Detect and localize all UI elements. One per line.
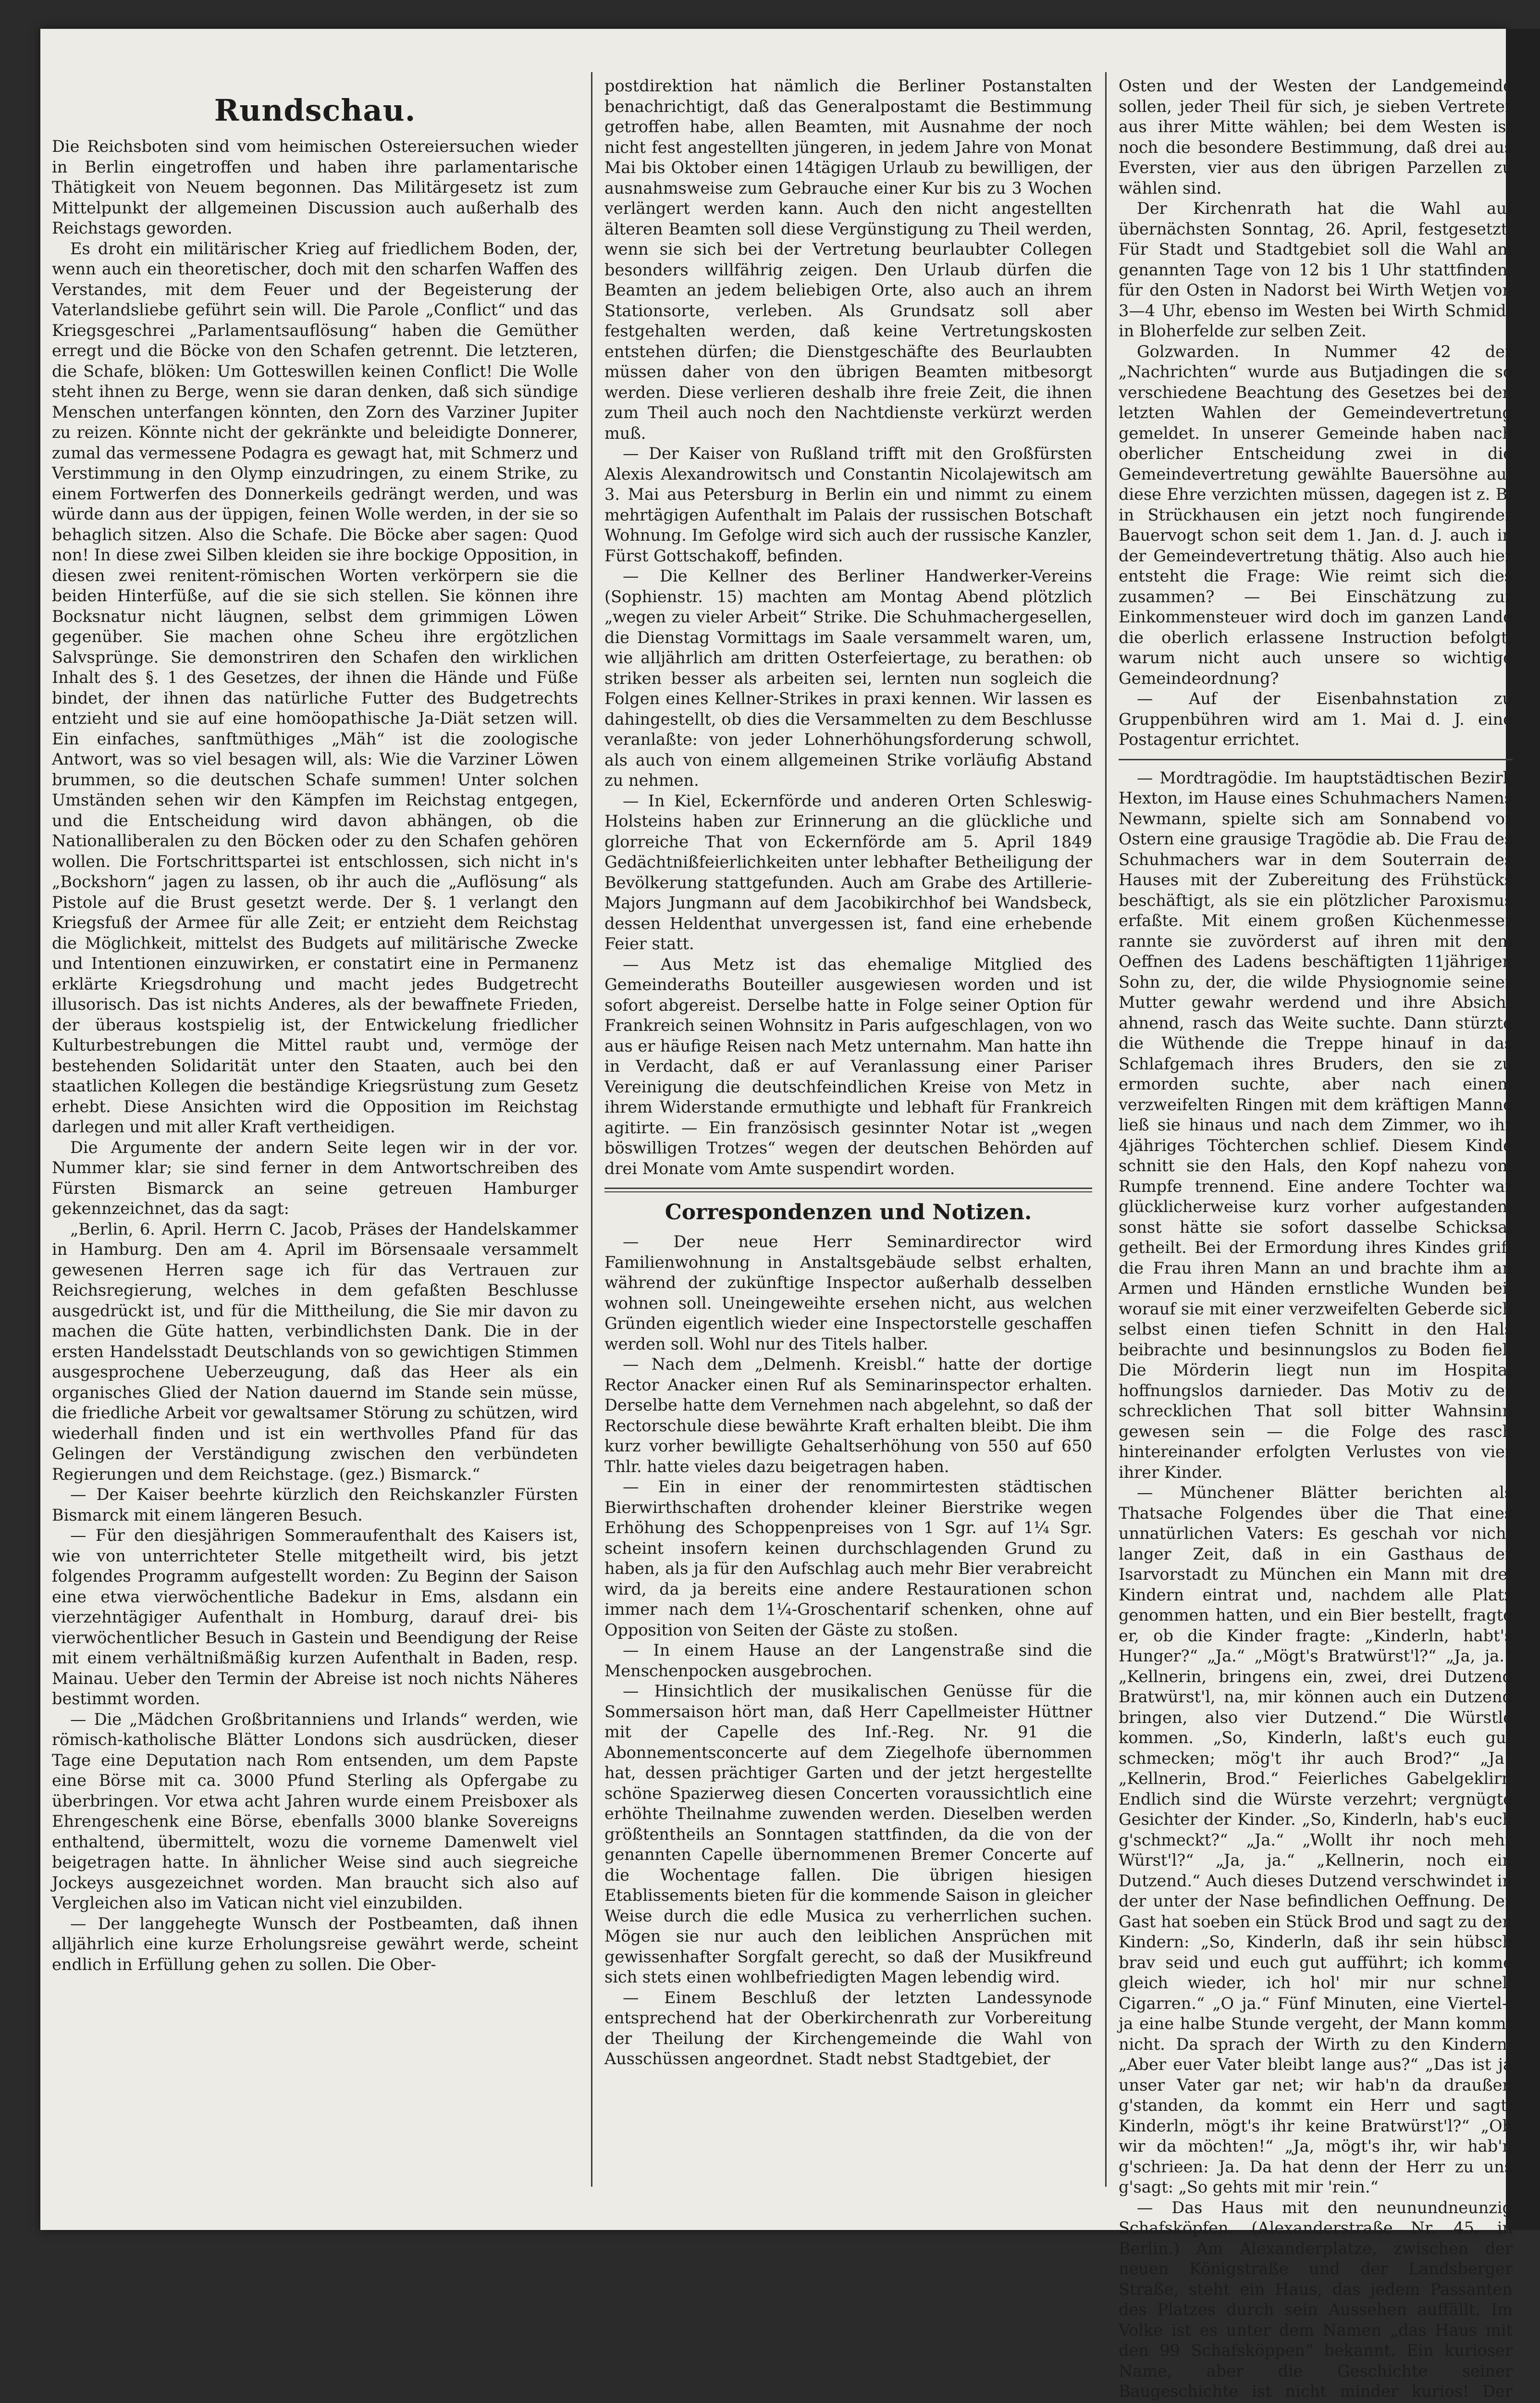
paragraph: „Berlin, 6. April. Herrn C. Jacob, Präses der Handelskammer in Hamburg. Den am 4. April im Börsensaale versammelt gewesenen Herren sage ich für das Vertrauen zur Reichsregierung, welches in dem gefaßten Beschlusse ausgedrückt ist, und für die Mittheilung, die Sie mir davon zu machen die Güte hatten, verbindlichsten Dank. Die in der ersten Handelsstadt Deutschlands von so gewichtigen Stimmen ausgesprochene Ueberzeugung, daß das Heer als ein organisches Glied der Nation dauernd im Stande sein müsse, die friedliche Arbeit vor gewaltsamer Störung zu schützen, wird wiederhall finden und ist ein werthvolles Pfand für das Gelingen der Verständigung zwischen den verbündeten Regierungen und dem Reichstage. (gez.) Bismarck.“ — [52, 1219, 578, 1485]
paragraph: Die Reichsboten sind vom heimischen Ostereiersuchen wieder in Berlin eingetroffen und haben ihre parlamentarische Thätigkeit von Neuem begonnen. Das Militärgesetz ist zum Mittelpunkt der allgemeinen Discussion auch außerhalb des Reichstags geworden. — [52, 136, 578, 239]
paragraph: — Mordtragödie. Im hauptstädtischen Bezirk Hexton, im Hause eines Schuhmachers Namens Newmann, spielte sich am Sonnabend vor Ostern eine grausige Tragödie ab. Die Frau des Schuhmachers war in dem Souterrain des Hauses mit der Zubereitung des Frühstücks beschäftigt, als sie ein plötzlicher Paroxismus erfaßte. Mit einem großen Küchenmesser rannte sie zuvörderst auf ihren mit dem Oeffnen des Ladens beschäftigten 11jährigen Sohn zu, der, die wilde Physiognomie seiner Mutter gewahr werdend und ihre Absicht ahnend, rasch das Weite suchte. Dann stürzte die Wüthende die Treppe hinauf in das Schlafgemach ihres Bruders, den sie zu ermorden suchte, aber nach einem verzweifelten Ringen mit dem kräftigen Manne ließ sie hinaus und nach dem Zimmer, wo ihr 4jähriges Töchterchen schlief. Diesem Kinde schnitt sie den Hals, den Kopf nahezu vom Rumpfe trennend. Eine andere Tochter war glücklicherweise kurz vorher aufgestanden, sonst hätte sie sofort dasselbe Schicksal getheilt. Bei der Ermordung ihres Kindes griff die Frau ihren Mann an und brachte ihm an Armen und Händen ernstliche Wunden bei, worauf sie mit einer verzweifelten Geberde sich selbst einen tiefen Schnitt in den Hals beibrachte und besinnungslos zu Boden fiel. Die Mörderin liegt nun im Hospital hoffnungslos darnieder. Das Motiv zu der schrecklichen That soll bitter Wahnsinn gewesen sein — die Folge des rasch hintereinander erfolgten Verlustes von vier ihrer Kinder. — [1119, 768, 1513, 1483]
paragraph: — Das Haus mit den neunundneunzig Schafsköpfen. (Alexanderstraße Nr. 45. in Berlin.) Am Alexanderplatze, zwischen der neuen Königstraße und der Landsberger Straße, steht ein Haus, das jedem Passanten des Platzes durch sein Aussehen auffällt. Im Volke ist es unter dem Namen „das Haus mit den 99 Schafsköppen“ bekannt. Ein kurioser Name, aber die Geschichte seiner Baugeschichte ist nicht minder kurios! Der — [1119, 2198, 1513, 2403]
paragraph: — Der langgehegte Wunsch der Postbeamten, daß ihnen alljährlich eine kurze Erholungsreise gewährt werde, scheint endlich in Erfüllung gehen zu sollen. Die Ober- — [52, 1914, 578, 1975]
paragraph: — Der Kaiser von Rußland trifft mit den Großfürsten Alexis Alexandrowitsch und Constantin Nicolajewitsch am 3. Mai aus Petersburg in Berlin ein und nimmt zu einem mehrtägigen Aufenthalt im Palais der russischen Botschaft Wohnung. Im Gefolge wird sich auch der russische Kanzler, Fürst Gottschakoff, befinden. — [604, 444, 1092, 566]
paragraph: — In einem Hause an der Langenstraße sind die Menschenpocken ausgebrochen. — [604, 1640, 1092, 1681]
paragraph: — Auf der Eisenbahnstation zu Gruppenbühren wird am 1. Mai d. J. eine Postagentur errichtet. — [1119, 689, 1513, 750]
paragraph: postdirektion hat nämlich die Berliner Postanstalten benachrichtigt, daß das Generalpostamt die Bestimmung getroffen habe, allen Beamten, mit Ausnahme der noch nicht fest angestellten jüngeren, in jedem Jahre von Monat Mai bis Oktober einen 14tägigen Urlaub zu bewilligen, der ausnahmsweise zum Gebrauche einer Kur bis zu 3 Wochen verlängert werden kann. Auch den nicht angestellten älteren Beamten soll diese Vergünstigung zu Theil werden, wenn sie sich bei der Vertretung beurlaubter Collegen besonders willfährig zeigen. Den Urlaub dürfen die Beamten an jedem beliebigen Orte, also auch an ihrem Stationsorte, verleben. Als Grundsatz soll aber festgehalten werden, daß keine Vertretungskosten entstehen dürfen; die Dienstgeschäfte des Beurlaubten müssen daher von den übrigen Beamten mitbesorgt werden. Diese verlieren deshalb ihre freie Zeit, die ihnen zum Theil auch noch den Nachtdienste verkürzt werden muß. — [604, 76, 1092, 444]
paragraph: — Der neue Herr Seminardirector wird Familienwohnung in Anstaltsgebäude selbst erhalten, während der zukünftige Inspector außerhalb desselben wohnen soll. Uneingeweihte ersehen nicht, aus welchen Gründen eigentlich wieder eine Inspectorstelle geschaffen werden soll. Wohl nur des Titels halber. — [604, 1232, 1092, 1354]
section-title-correspondenzen: Correspondenzen und Notizen. — [604, 1198, 1092, 1227]
column-rule — [591, 72, 592, 2187]
paragraph: — In Kiel, Eckernförde und anderen Orten Schleswig-Holsteins haben zur Erinnerung an die glückliche und glorreiche That von Eckernförde am 5. April 1849 Gedächtnißfeierlichkeiten unter lebhafter Betheiligung der Bevölkerung stattgefunden. Auch am Grabe des Artillerie-Majors Jungmann auf dem Jacobikirchhof bei Wandsbeck, dessen Heldenthat unvergessen ist, fand eine erhebende Feier statt. — [604, 791, 1092, 954]
paragraph: Es droht ein militärischer Krieg auf friedlichem Boden, der, wenn auch ein theoretischer, doch mit den scharfen Waffen des Verstandes, mit dem Feuer und der Begeisterung der Vaterlandsliebe geführt sein will. Die Parole „Conflict“ und das Kriegsgeschrei „Parlamentsauflösung“ haben die Gemüther erregt und die Böcke von den Schafen getrennt. Die letzteren, die Schafe, blöken: Um Gotteswillen keinen Conflict! Die Wolle steht ihnen zu Berge, wenn sie daran denken, daß sich sündige Menschen unterfangen könnten, den Zorn des Varziner Jupiter zu reizen. Könnte nicht der gekränkte und beleidigte Donnerer, zumal das vermessene Podagra es gewagt hat, mit Schmerz und Verstimmung in den Olymp einzudringen, zu einem Strike, zu einem Fortwerfen des Donnerkeils gedrängt werden, und was würde dann aus der üppigen, feinen Wolle werden, in der sie so behaglich sitzen. Also die Schafe. Die Böcke aber sagen: Quod non! In diese zwei Silben kleiden sie ihre bockige Opposition, in diesen zwei renitent-römischen Worten verkörpern sie die beiden Hinterfüße, auf die sie sich stellen. Sie können ihre Bocksnatur nicht läugnen, selbst dem grimmigen Löwen gegenüber. Sie machen ohne Scheu ihre ergötzlichen Salvsprünge. Sie demonstriren den Schafen den wirklichen Inhalt des §. 1 des Gesetzes, der ihnen die Hände und Füße bindet, der ihnen das natürliche Futter des Budgetrechts entzieht und sie auf eine homöopathische Ja-Diät setzen will. Ein einfaches, sanftmüthiges „Mäh“ ist die zoologische Antwort, was so viel besagen will, als: Wie die Varziner Löwen brummen, so die deutschen Schafe summen! Unter solchen Umständen sehen wir den Kämpfen im Reichstag entgegen, und die Entscheidung wird davon abhängen, ob die Nationalliberalen zu den Böcken oder zu den Schafen gehören wollen. Die Fortschrittspartei ist entschlossen, sich nicht in's „Bockshorn“ jagen zu lassen, ob ihr auch die „Auflösung“ als Pistole auf die Brust gesetzt werde. Der §. 1 verlangt den Kriegsfuß der Armee für alle Zeit; er entzieht dem Reichstag die Möglichkeit, mittelst des Budgets auf militärische Zwecke und Intentionen einzuwirken, er constatirt eine in Permanenz erklärte Kriegsdrohung und macht jedes Budgetrecht illusorisch. Das ist nichts Anderes, als der bewaffnete Frieden, der überaus kostspielig ist, der Entwickelung friedlicher Kulturbestrebungen die Mittel raubt und, vermöge der bestehenden Solidarität unter den Staaten, auch bei den staatlichen Kollegen die beständige Kriegsrüstung zum Gesetz erhebt. Diese Ansichten wird die Opposition im Reichstag darlegen und mit aller Kraft vertheidigen. — [52, 239, 578, 1138]
paragraph: Die Argumente der andern Seite legen wir in der vor. Nummer klar; sie sind ferner in dem Antwortschreiben des Fürsten Bismarck an seine getreuen Hamburger gekennzeichnet, das da sagt: — [52, 1138, 578, 1219]
column-1 — [52, 72, 578, 2187]
column-2 — [604, 72, 1092, 2187]
section-divider — [1119, 759, 1513, 760]
column-3 — [1119, 72, 1513, 2187]
paragraph: — Die „Mädchen Großbritanniens und Irlands“ werden, wie römisch-katholische Blätter Londons sich ausdrücken, dieser Tage eine Deputation nach Rom entsenden, um dem Papste eine Börse mit ca. 3000 Pfund Sterling als Opfergabe zu überbringen. Vor etwa acht Jahren wurde einem Preisboxer als Ehrengeschenk eine Börse, ebenfalls 3000 blanke Sovereigns enthaltend, übermittelt, wozu die vorneme Damenwelt viel beigetragen hatte. In ähnlicher Weise sind auch siegreiche Jockeys ausgezeichnet worden. Man braucht sich also auf Vergleichen also im Vatican nicht viel einzubilden. — [52, 1709, 578, 1914]
paragraph: — Münchener Blätter berichten als Thatsache Folgendes über die That eines unnatürlichen Vaters: Es geschah vor nicht langer Zeit, daß in ein Gasthaus der Isarvorstadt zu München ein Mann mit drei Kindern eintrat und, nachdem alle Platz genommen hatten, und ein Bier bestellt, fragte er, ob die Kinder fragte: „Kinderln, habt's Hunger?“ „Ja.“ „Mögt's Bratwürst'l?“ „Ja, ja.“ „Kellnerin, bringens ein, zwei, drei Dutzend Bratwürst'l, na, mir können auch ein Dutzend bringen, also vier Dutzend.“ Die Würstle kommen. „So, Kinderln, laßt's euch gut schmecken; mög't ihr auch Brod?“ „Ja“ „Kellnerin, Brod.“ Feierliches Gabelgeklirr. Endlich sind die Würste verzehrt; vergnügte Gesichter der Kinder. „So, Kinderln, hab's euch g'schmeckt?“ „Ja.“ „Wollt ihr noch mehr Würst'l?“ „Ja, ja.“ „Kellnerin, noch ein Dutzend.“ Auch dieses Dutzend verschwindet in der unter der Nase befindlichen Oeffnung. Der Gast hat soeben ein Stück Brod und sagt zu den Kindern: „So, Kinderln, daß ihr sein hübsch brav seid und euch gut aufführt; ich komme gleich wieder, ich hol' mir nur schnell Cigarren.“ „O ja.“ Fünf Minuten, eine Viertel-, ja eine halbe Stunde vergeht, der Mann kommt nicht. Da sprach der Wirth zu den Kindern: „Aber euer Vater bleibt lange aus?“ „Das ist ja unser Vater gar net; wir hab'n da draußen g'standen, da kommt ein Herr und sagt: Kinderln, mögt's ihr keine Bratwürst'l?“ „Ob wir da möchten!“ „Ja, mögt's ihr, wir hab'n g'schrieen: Ja. Da hat denn der Herr zu uns g'sagt: „So gehts mit mir 'rein.“ — [1119, 1483, 1513, 2198]
paragraph: — Einem Beschluß der letzten Landessynode entsprechend hat der Oberkirchenrath zur Vorbereitung der Theilung der Kirchengemeinde die Wahl von Ausschüssen angeordnet. Stadt nebst Stadtgebiet, der — [604, 1988, 1092, 2069]
paragraph: — Aus Metz ist das ehemalige Mitglied des Gemeinderaths Bouteiller ausgewiesen worden und ist sofort abgereist. Derselbe hatte in Folge seiner Option für Frankreich seinen Wohnsitz in Paris aufgeschlagen, von wo aus er häufige Reisen nach Metz unternahm. Man hatte ihn in Verdacht, daß er auf Veranlassung einer Pariser Vereinigung die deutschfeindlichen Kreise von Metz in ihrem Widerstande ermuthigte und lebhaft für Frankreich agitirte. — Ein französisch gesinnter Notar ist „wegen böswilligen Trotzes“ wegen der deutschen Behörden auf drei Monate vom Amte suspendirt worden. — [604, 954, 1092, 1179]
column-rule — [1105, 72, 1107, 2187]
paragraph: — Für den diesjährigen Sommeraufenthalt des Kaisers ist, wie von unterrichteter Stelle mitgetheilt wird, bis jetzt folgendes Programm aufgestellt worden: Zu Beginn der Saison eine etwa vierwöchentliche Badekur in Ems, alsdann ein vierzehntägiger Aufenthalt in Homburg, darauf drei- bis vierwöchentlicher Besuch in Gastein und Beendigung der Reise mit einem verhältnißmäßig kurzen Aufenthalt in Baden, resp. Mainau. Ueber den Termin der Abreise ist noch nichts Näheres bestimmt worden. — [52, 1525, 578, 1709]
newspaper-columns — [52, 72, 1465, 2187]
paragraph: Osten und der Westen der Landgemeinde sollen, jeder Theil für sich, je sieben Vertreter aus ihrer Mitte wählen; bei dem Westen ist noch die besondere Bestimmung, daß drei aus Eversten, vier aus den übrigen Parzellen zu wählen sind. — [1119, 76, 1513, 198]
paragraph: — Hinsichtlich der musikalischen Genüsse für die Sommersaison hört man, daß Herr Capellmeister Hüttner mit der Capelle des Inf.-Reg. Nr. 91 die Abonnementsconcerte auf dem Ziegelhofe übernommen hat, dessen prächtiger Garten und der jetzt hergestellte schöne Spazierweg diesen Concerten voraussichtlich eine erhöhte Theilnahme zuwenden werden. Dieselben werden größtentheils an Sonntagen stattfinden, da die von der genannten Capelle übernommenen Bremer Concerte auf die Wochentage fallen. Die übrigen hiesigen Etablissements bieten für die kommende Saison in gleicher Weise durch die edle Musica zu verherrlichen suchen. Mögen sie nur auch den leiblichen Ansprüchen mit gewissenhafter Sorgfalt gerecht, so daß der Musikfreund sich stets einen wohlbefriedigten Magen lebendig wird. — [604, 1681, 1092, 1988]
paragraph: — Ein in einer der renommirtesten städtischen Bierwirthschaften drohender kleiner Bierstrike wegen Erhöhung des Schoppenpreises von 1 Sgr. auf 1¼ Sgr. scheint insofern keinen durchschlagenden Grund zu haben, als ja für den Aufschlag auch mehr Bier verabreicht wird, da ja bereits eine andere Restaurationen schon immer nach dem 1¼-Groschentarif schenken, ohne auf Opposition von Seiten der Gäste zu stoßen. — [604, 1477, 1092, 1640]
paragraph: — Der Kaiser beehrte kürzlich den Reichskanzler Fürsten Bismarck mit einem längeren Besuch. — [52, 1485, 578, 1525]
paragraph: — Nach dem „Delmenh. Kreisbl.“ hatte der dortige Rector Anacker einen Ruf als Seminarinspector erhalten. Derselbe hatte dem Vernehmen nach abgelehnt, so daß der Rectorschule diese bewährte Kraft erhalten bleibt. Die ihm kurz vorher bewilligte Gehaltserhöhung von 550 auf 650 Thlr. hatte vieles dazu beigetragen haben. — [604, 1354, 1092, 1477]
paragraph: — Die Kellner des Berliner Handwerker-Vereins (Sophienstr. 15) machten am Montag Abend plötzlich „wegen zu vieler Arbeit“ Strike. Die Schuhmachergesellen, die Dienstag Vormittags im Saale versammelt waren, um, wie alljährlich am dritten Osterfeiertage, zu berathen: ob striken besser als arbeiten sei, lernten nun sogleich die Folgen eines Kellner-Strikes in praxi kennen. Wir lassen es dahingestellt, ob dies die Versammelten zu dem Beschlusse veranlaßte: von jeder Lohnerhöhungsforderung schwoll, als auch von einem allgemeinen Strike vorläufig Abstand zu nehmen. — [604, 566, 1092, 791]
paragraph: Golzwarden. In Nummer 42 der „Nachrichten“ wurde aus Butjadingen die so verschiedene Beachtung des Gesetzes bei den letzten Wahlen der Gemeindevertretung gemeldet. In unserer Gemeinde haben nach oberlicher Entscheidung zwei in die Gemeindevertretung gewählte Bauersöhne auf diese Ehre verzichten müssen, dagegen ist z. B. in Strückhausen ein jetzt noch fungirender Bauervogt schon seit dem 1. Jan. d. J. auch in der Gemeindevertretung thätig. Also auch hier entsteht die Frage: Wie reimt sich dies zusammen? — Bei Einschätzung zur Einkommensteuer wird doch im ganzen Lande die oberlich erlassene Instruction befolgt, warum nicht auch unsere so wichtige Gemeindeordnung? — [1119, 342, 1513, 689]
section-title-rundschau: Rundschau. — [52, 91, 578, 130]
section-divider — [604, 1188, 1092, 1192]
paragraph: Der Kirchenrath hat die Wahl auf übernächsten Sonntag, 26. April, festgesetzt. Für Stadt und Stadtgebiet soll die Wahl am genannten Tage von 12 bis 1 Uhr stattfinden, für den Osten in Nadorst bei Wirth Wetjen von 3—4 Uhr, ebenso im Westen bei Wirth Schmidt in Bloherfelde zur selben Zeit. — [1119, 198, 1513, 342]
